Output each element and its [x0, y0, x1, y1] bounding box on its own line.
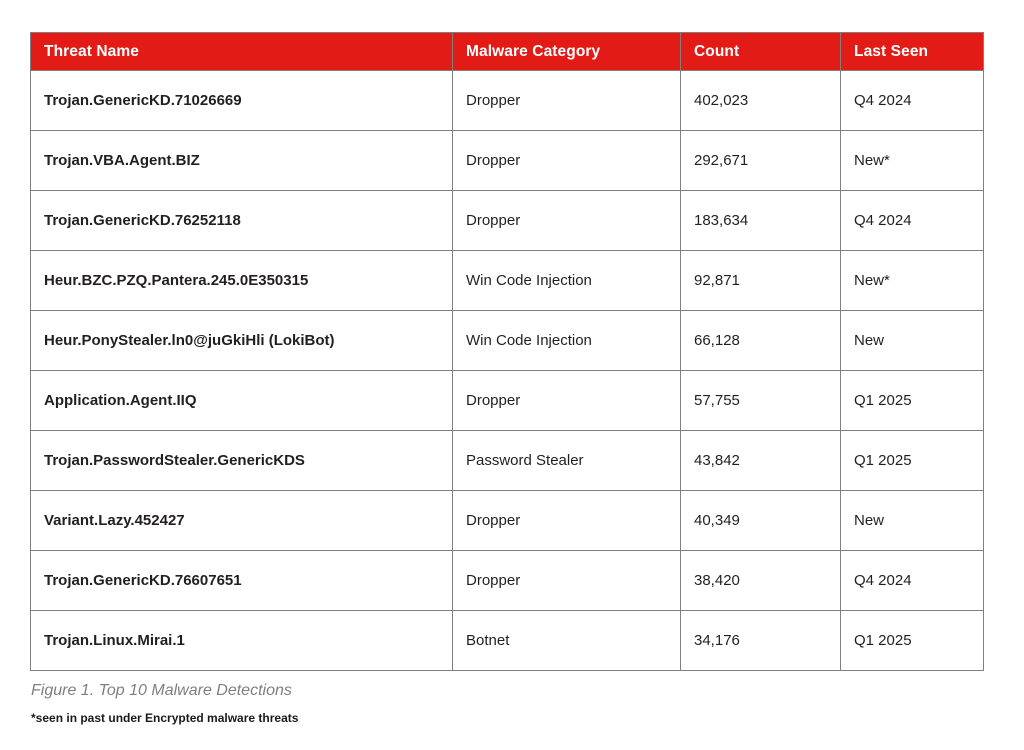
last-seen-cell: New*	[841, 251, 984, 311]
column-header-threat-name: Threat Name	[31, 33, 453, 71]
table-row	[31, 371, 984, 431]
malware-category-cell: Dropper	[453, 191, 681, 251]
table-row	[31, 311, 984, 371]
column-header-count: Count	[681, 33, 841, 71]
threat-name-cell: Trojan.GenericKD.71026669	[31, 71, 453, 131]
footnote: *seen in past under Encrypted malware threats	[31, 711, 299, 725]
threat-name-cell: Trojan.GenericKD.76252118	[31, 191, 453, 251]
last-seen-cell: New	[841, 311, 984, 371]
count-cell: 183,634	[681, 191, 841, 251]
malware-category-cell: Win Code Injection	[453, 251, 681, 311]
count-cell: 402,023	[681, 71, 841, 131]
table-row	[31, 431, 984, 491]
malware-category-cell: Password Stealer	[453, 431, 681, 491]
malware-category-cell: Win Code Injection	[453, 311, 681, 371]
threat-name-cell: Heur.PonyStealer.ln0@juGkiHli (LokiBot)	[31, 311, 453, 371]
table-row	[31, 131, 984, 191]
malware-category-cell: Dropper	[453, 71, 681, 131]
table-row	[31, 251, 984, 311]
count-cell: 34,176	[681, 611, 841, 671]
count-cell: 38,420	[681, 551, 841, 611]
malware-detections-table	[30, 32, 984, 671]
table-header	[31, 33, 984, 71]
last-seen-cell: New*	[841, 131, 984, 191]
threat-name-cell: Trojan.Linux.Mirai.1	[31, 611, 453, 671]
threat-name-cell: Trojan.VBA.Agent.BIZ	[31, 131, 453, 191]
threat-name-cell: Application.Agent.IIQ	[31, 371, 453, 431]
threat-name-cell: Heur.BZC.PZQ.Pantera.245.0E350315	[31, 251, 453, 311]
threat-name-cell: Variant.Lazy.452427	[31, 491, 453, 551]
last-seen-cell: New	[841, 491, 984, 551]
table-row	[31, 491, 984, 551]
malware-category-cell: Dropper	[453, 491, 681, 551]
count-cell: 92,871	[681, 251, 841, 311]
last-seen-cell: Q1 2025	[841, 611, 984, 671]
figure-caption: Figure 1. Top 10 Malware Detections	[31, 682, 292, 699]
last-seen-cell: Q4 2024	[841, 191, 984, 251]
last-seen-cell: Q1 2025	[841, 371, 984, 431]
malware-category-cell: Botnet	[453, 611, 681, 671]
column-header-malware-category: Malware Category	[453, 33, 681, 71]
count-cell: 43,842	[681, 431, 841, 491]
table-row	[31, 71, 984, 131]
last-seen-cell: Q1 2025	[841, 431, 984, 491]
last-seen-cell: Q4 2024	[841, 71, 984, 131]
count-cell: 57,755	[681, 371, 841, 431]
malware-category-cell: Dropper	[453, 371, 681, 431]
count-cell: 292,671	[681, 131, 841, 191]
table-row	[31, 191, 984, 251]
threat-name-cell: Trojan.GenericKD.76607651	[31, 551, 453, 611]
table-row	[31, 551, 984, 611]
column-header-last-seen: Last Seen	[841, 33, 984, 71]
malware-category-cell: Dropper	[453, 131, 681, 191]
table-header-row	[31, 33, 984, 71]
table-row	[31, 611, 984, 671]
count-cell: 40,349	[681, 491, 841, 551]
threat-name-cell: Trojan.PasswordStealer.GenericKDS	[31, 431, 453, 491]
last-seen-cell: Q4 2024	[841, 551, 984, 611]
table-body	[31, 71, 984, 671]
malware-category-cell: Dropper	[453, 551, 681, 611]
count-cell: 66,128	[681, 311, 841, 371]
